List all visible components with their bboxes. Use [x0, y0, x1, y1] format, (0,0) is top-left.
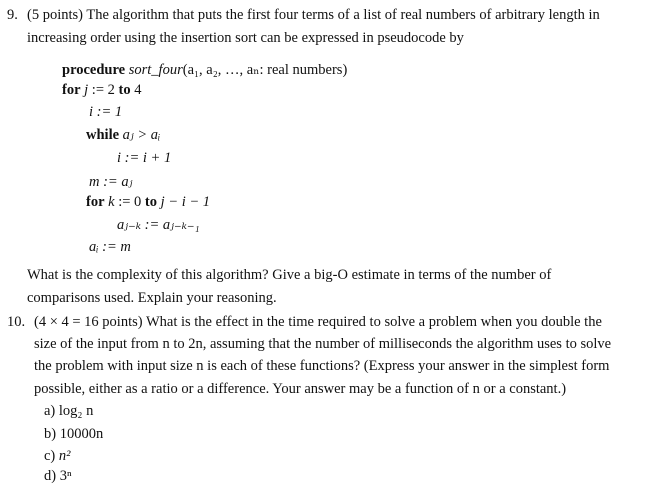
pseudo-assign-i: i := 1: [89, 104, 123, 120]
pseudo-procedure: [62, 61, 347, 79]
pseudo-for-j: [62, 81, 141, 99]
for2-var-k: k: [108, 194, 115, 210]
procedure-name: sort_four: [128, 62, 183, 78]
pseudo-while: [86, 126, 160, 144]
for-var-j: j: [84, 82, 89, 98]
q10-line4: possible, either as a ratio or a difference. Your answer may be a function of n or a constant.): [34, 381, 567, 397]
while-condition: aⱼ > aᵢ: [122, 127, 161, 143]
for-range-start: := 2: [91, 82, 115, 98]
to2-keyword: to: [144, 194, 158, 210]
for2-range-end: j − i − 1: [160, 194, 211, 210]
option-text: n²: [58, 448, 71, 464]
for2-range-start: := 0: [118, 194, 142, 210]
q10-number: 10.: [7, 314, 26, 330]
pseudo-increment-i: i := i + 1: [117, 150, 172, 166]
q10-option-b: [44, 425, 103, 443]
pseudo-shift: aⱼ₋ₖ := aⱼ₋ₖ₋₁: [117, 217, 200, 233]
option-text: 3ⁿ: [59, 468, 72, 484]
option-label: a): [44, 403, 56, 419]
q10-option-a: [44, 402, 93, 420]
q10-option-d: [44, 467, 72, 485]
q9-question-line1: What is the complexity of this algorithm? Give a big-O estimate in terms of the number of: [27, 267, 552, 283]
for-keyword: for: [62, 82, 81, 98]
q10-option-c: [44, 447, 71, 465]
q9-line1: (5 points) The algorithm that puts the first four terms of a list of real numbers of arbitrary length in: [27, 7, 600, 23]
procedure-keyword: procedure: [62, 62, 126, 78]
q10-line2: size of the input from n to 2n, assuming that the number of milliseconds the algorithm uses to solve: [34, 336, 612, 352]
for-range-end: 4: [134, 82, 142, 98]
while-keyword: while: [86, 127, 120, 143]
option-label: b): [44, 426, 57, 442]
option-text: log₂ n: [58, 403, 94, 419]
pseudo-final-assign: aᵢ := m: [89, 239, 131, 255]
q9-line2: increasing order using the insertion sort can be expressed in pseudocode by: [27, 30, 464, 46]
q10-line3: the problem with input size n is each of these functions? (Express your answer in the simplest form: [34, 358, 610, 374]
pseudo-assign-m: m := aⱼ: [89, 174, 133, 190]
option-text: 10000n: [59, 426, 104, 442]
procedure-args: (a₁, a₂, …, aₙ: real numbers): [182, 62, 348, 78]
option-label: c): [44, 448, 56, 464]
q10-line1: (4 × 4 = 16 points) What is the effect in the time required to solve a problem when you double the: [34, 314, 602, 330]
q9-question-line2: comparisons used. Explain your reasoning.: [27, 290, 277, 306]
to-keyword: to: [118, 82, 131, 98]
q9-number: 9.: [7, 7, 18, 23]
pseudo-for-k: [86, 193, 210, 211]
option-label: d): [44, 468, 57, 484]
for2-keyword: for: [86, 194, 105, 210]
